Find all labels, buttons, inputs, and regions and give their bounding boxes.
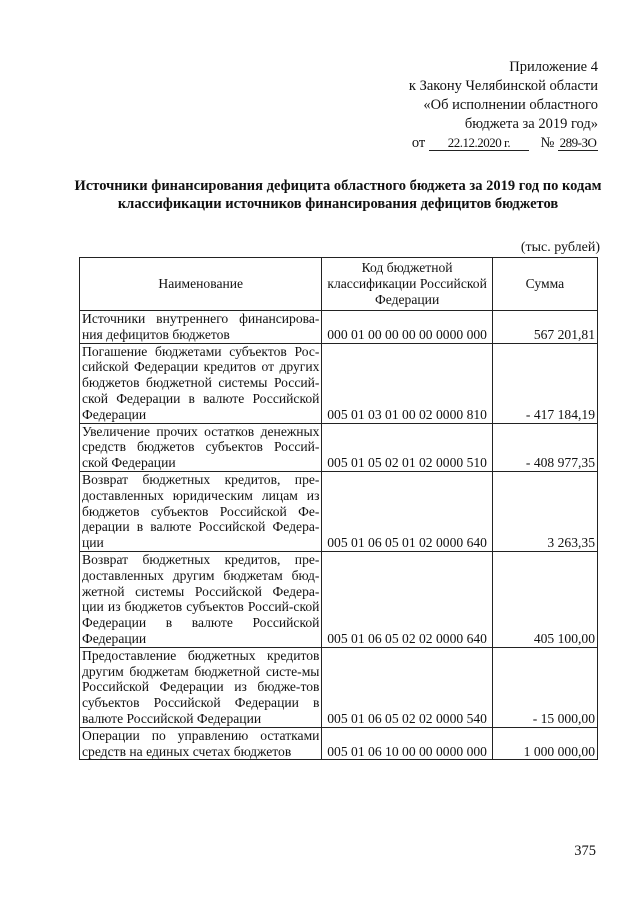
table-row <box>80 551 598 647</box>
row-code: 005 01 06 10 00 00 0000 000 <box>322 727 492 760</box>
appendix-line: к Закону Челябинской области <box>408 78 598 94</box>
appendix-line: бюджета за 2019 год» <box>464 116 598 132</box>
row-code: 005 01 06 05 01 02 0000 640 <box>322 471 492 551</box>
row-name: Погашение бюджетами субъектов Рос-сийской Федерации кредитов от других бюджетов бюджетной системы Россий-ской Федерации в валюте Российской Федерации <box>80 343 322 423</box>
row-sum: 3 263,35 <box>492 471 597 551</box>
header-code: Код бюджетной классификации Российской Федерации <box>322 258 492 311</box>
row-code: 000 01 00 00 00 00 0000 000 <box>322 311 492 344</box>
financing-sources-table <box>79 257 598 760</box>
table-row <box>80 423 598 471</box>
law-date-number <box>298 134 598 153</box>
page-number: 375 <box>574 843 596 859</box>
appendix-block <box>298 58 598 153</box>
law-number: 289-ЗО <box>559 135 597 150</box>
row-name: Возврат бюджетных кредитов, пре-доставленных юридическим лицам из бюджетов субъектов Российской Фе-дерации в валюте Российской Федера-ции <box>80 471 322 551</box>
row-code: 005 01 03 01 00 02 0000 810 <box>322 343 492 423</box>
appendix-line: Приложение 4 <box>509 59 598 75</box>
row-name: Предоставление бюджетных кредитов другим бюджетам бюджетной систе-мы Российской Федерации из бюдже-тов субъектов Российской Федерации в валюте Российской Федерации <box>80 647 322 727</box>
row-sum: 567 201,81 <box>492 311 597 344</box>
number-label: № <box>540 135 555 151</box>
row-sum: - 408 977,35 <box>492 423 597 471</box>
row-name: Возврат бюджетных кредитов, пре-доставленных другим бюджетам бюд-жетной системы Российской Федера-ции из бюджетов субъектов Россий-ской Федерации в валюте Российской Федерации <box>80 551 322 647</box>
row-code: 005 01 05 02 01 02 0000 510 <box>322 423 492 471</box>
units-label: (тыс. рублей) <box>520 240 600 255</box>
table-row <box>80 727 598 760</box>
law-date: 22.12.2020 г. <box>429 135 529 151</box>
table-row <box>80 311 598 344</box>
table-row <box>80 647 598 727</box>
row-code: 005 01 06 05 02 02 0000 640 <box>322 551 492 647</box>
header-name: Наименование <box>80 258 322 311</box>
table-row <box>80 343 598 423</box>
row-name: Источники внутреннего финансирова-ния дефицитов бюджетов <box>80 311 322 344</box>
row-sum: - 417 184,19 <box>492 343 597 423</box>
from-label: от <box>411 135 426 151</box>
row-sum: - 15 000,00 <box>492 647 597 727</box>
appendix-line: «Об исполнении областного <box>423 97 598 113</box>
header-sum: Сумма <box>492 258 597 311</box>
row-sum: 405 100,00 <box>492 551 597 647</box>
table-row <box>80 471 598 551</box>
table-header-row <box>80 258 598 311</box>
document-title: Источники финансирования дефицита областного бюджета за 2019 год по кодам классификации источников финансирования дефицитов бюджетов <box>74 178 602 212</box>
row-code: 005 01 06 05 02 02 0000 540 <box>322 647 492 727</box>
row-name: Увеличение прочих остатков денежных средств бюджетов субъектов Россий-ской Федерации <box>80 423 322 471</box>
row-sum: 1 000 000,00 <box>492 727 597 760</box>
row-name: Операции по управлению остатками средств на единых счетах бюджетов <box>80 727 322 760</box>
